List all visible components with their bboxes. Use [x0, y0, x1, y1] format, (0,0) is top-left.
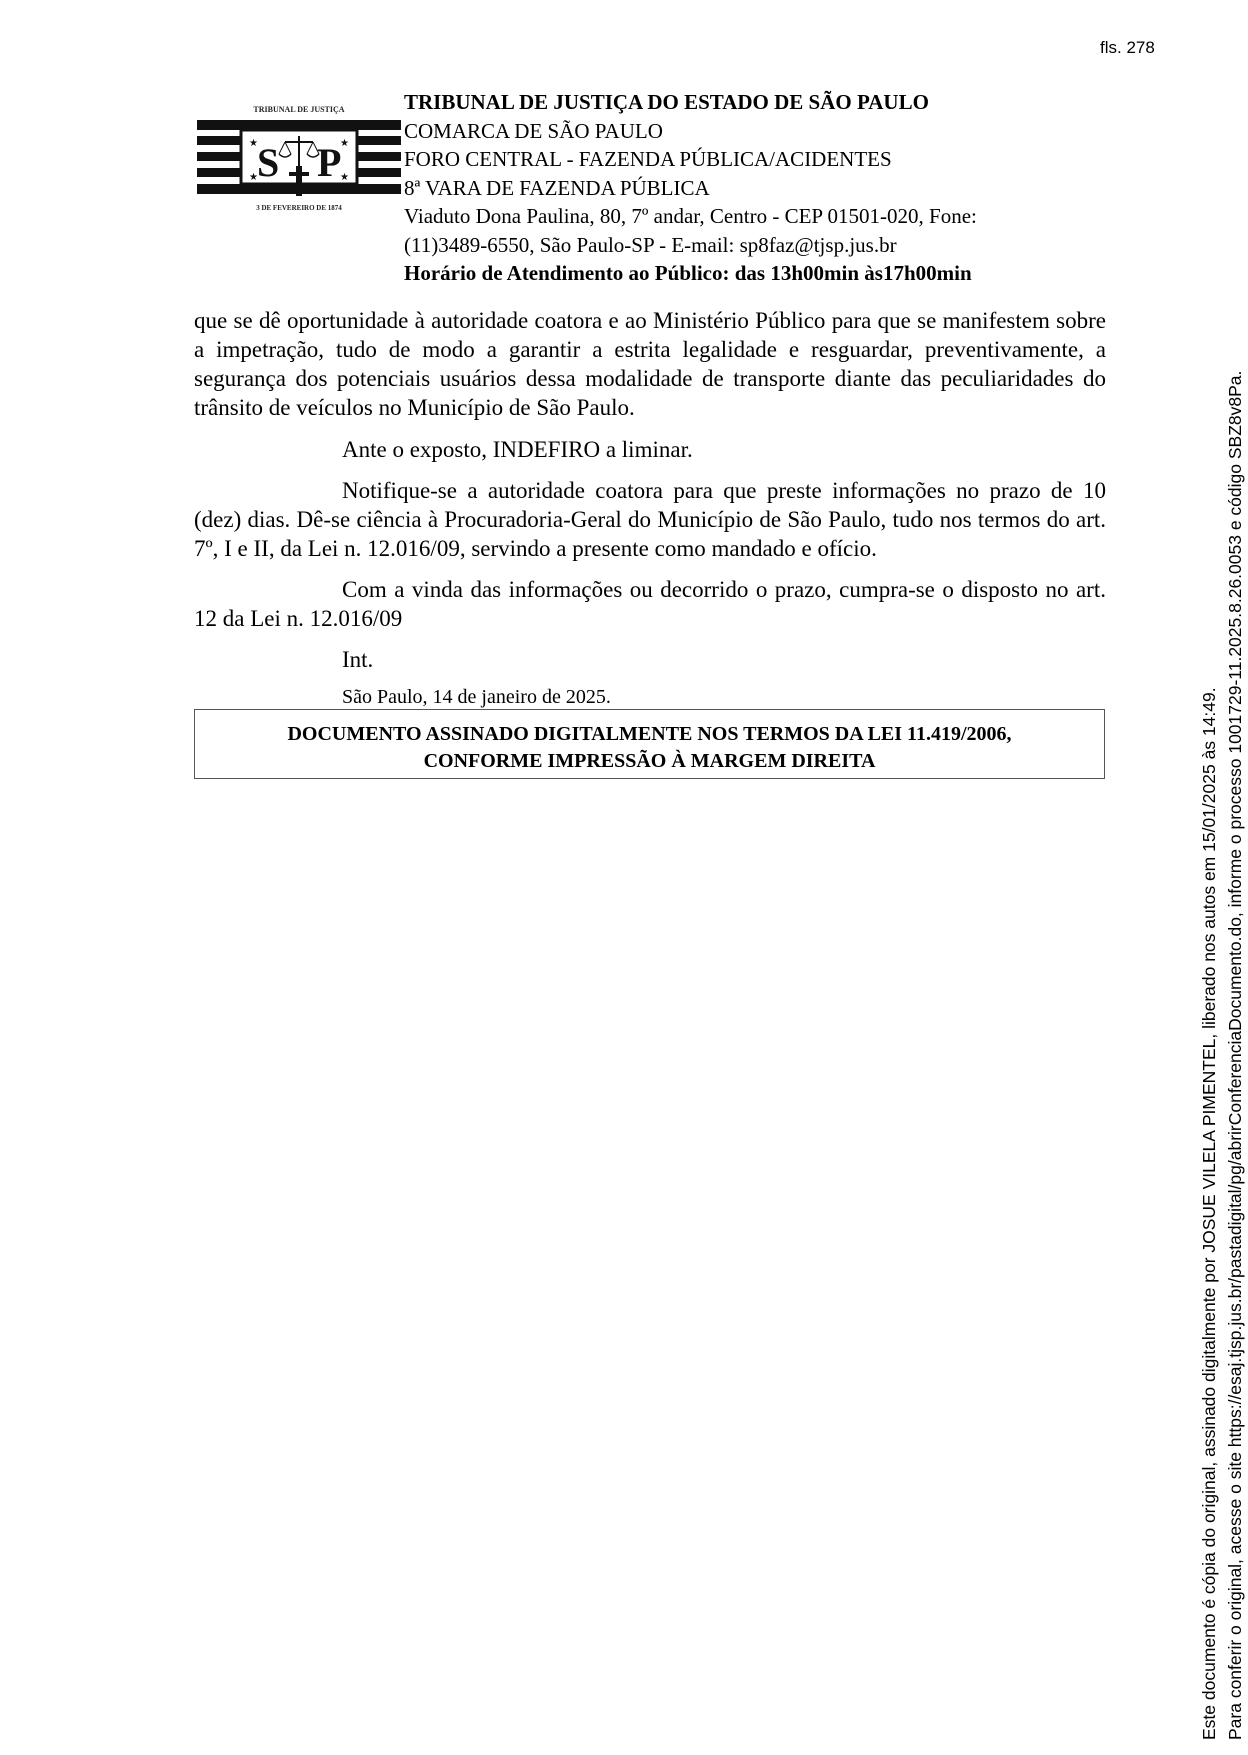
- address-line-1: Viaduto Dona Paulina, 80, 7º andar, Centro - CEP 01501-020, Fone:: [404, 204, 977, 228]
- logo-letter-p: P: [317, 140, 342, 185]
- svg-text:★: ★: [340, 172, 349, 183]
- digital-signature-notice: [194, 709, 1105, 779]
- court-header: [404, 88, 1104, 288]
- vara: 8ª VARA DE FAZENDA PÚBLICA: [404, 175, 710, 200]
- comarca: COMARCA DE SÃO PAULO: [404, 118, 663, 143]
- svg-text:★: ★: [249, 172, 258, 183]
- paragraph-ruling: Ante o exposto, INDEFIRO a liminar.: [342, 437, 693, 462]
- side-note-line-1: Este documento é cópia do original, assinado digitalmente por JOSUE VILELA PIMENTEL, liberado nos autos em 15/01/2025 às 14:49.: [1199, 687, 1219, 1740]
- paragraph-deadline: Com a vinda das informações ou decorrido o prazo, cumpra-se o disposto no art. 12 da Lei n. 12.016/09: [194, 577, 1106, 631]
- svg-text:★: ★: [249, 138, 258, 149]
- office-hours: Horário de Atendimento ao Público: das 13h00min às17h00min: [404, 261, 972, 285]
- page-number: fls. 278: [1100, 38, 1155, 57]
- signature-notice-line-1: DOCUMENTO ASSINADO DIGITALMENTE NOS TERMOS DA LEI 11.419/2006,: [287, 723, 1012, 745]
- side-authentication-note: [1196, 371, 1248, 1740]
- decision-body: [194, 306, 1106, 712]
- side-note-line-2: Para conferir o original, acesse o site https://esaj.tjsp.jus.br/pastadigital/pg/abrirConferenciaDocumento.do, informe o processo 1001729-11.2025.8.26.0053 e código SBZ8v8Pa.: [1225, 370, 1245, 1740]
- svg-text:★: ★: [340, 138, 349, 149]
- document-date: São Paulo, 14 de janeiro de 2025.: [342, 686, 611, 708]
- court-name: TRIBUNAL DE JUSTIÇA DO ESTADO DE SÃO PAULO: [404, 90, 929, 114]
- paragraph-notify: Notifique-se a autoridade coatora para que preste informações no prazo de 10 (dez) dias. Dê-se ciência à Procuradoria-Geral do Município de São Paulo, tudo nos termos do art. 7º, I e II, da Lei n. 12.016/09, servindo a presente como mandado e ofício.: [194, 478, 1106, 561]
- address-line-2: (11)3489-6550, São Paulo-SP - E-mail: sp8faz@tjsp.jus.br: [404, 232, 897, 257]
- logo-bottom-text: 3 DE FEVEREIRO DE 1874: [256, 204, 342, 212]
- tjsp-logo: [197, 80, 401, 228]
- logo-letter-s: S: [257, 140, 280, 185]
- foro: FORO CENTRAL - FAZENDA PÚBLICA/ACIDENTES: [404, 147, 892, 171]
- logo-top-text: TRIBUNAL DE JUSTIÇA: [253, 105, 345, 114]
- signature-notice-line-2: CONFORME IMPRESSÃO À MARGEM DIREITA: [423, 750, 876, 772]
- closing-int: Int.: [342, 647, 374, 672]
- paragraph-1: que se dê oportunidade à autoridade coatora e ao Ministério Público para que se manifestem sobre a impetração, tudo de modo a garantir a estrita legalidade e resguardar, preventivamente, a segurança dos potenciais usuários dessa modalidade de transporte diante das peculiaridades do trânsito de veículos no Município de São Paulo.: [194, 308, 1106, 420]
